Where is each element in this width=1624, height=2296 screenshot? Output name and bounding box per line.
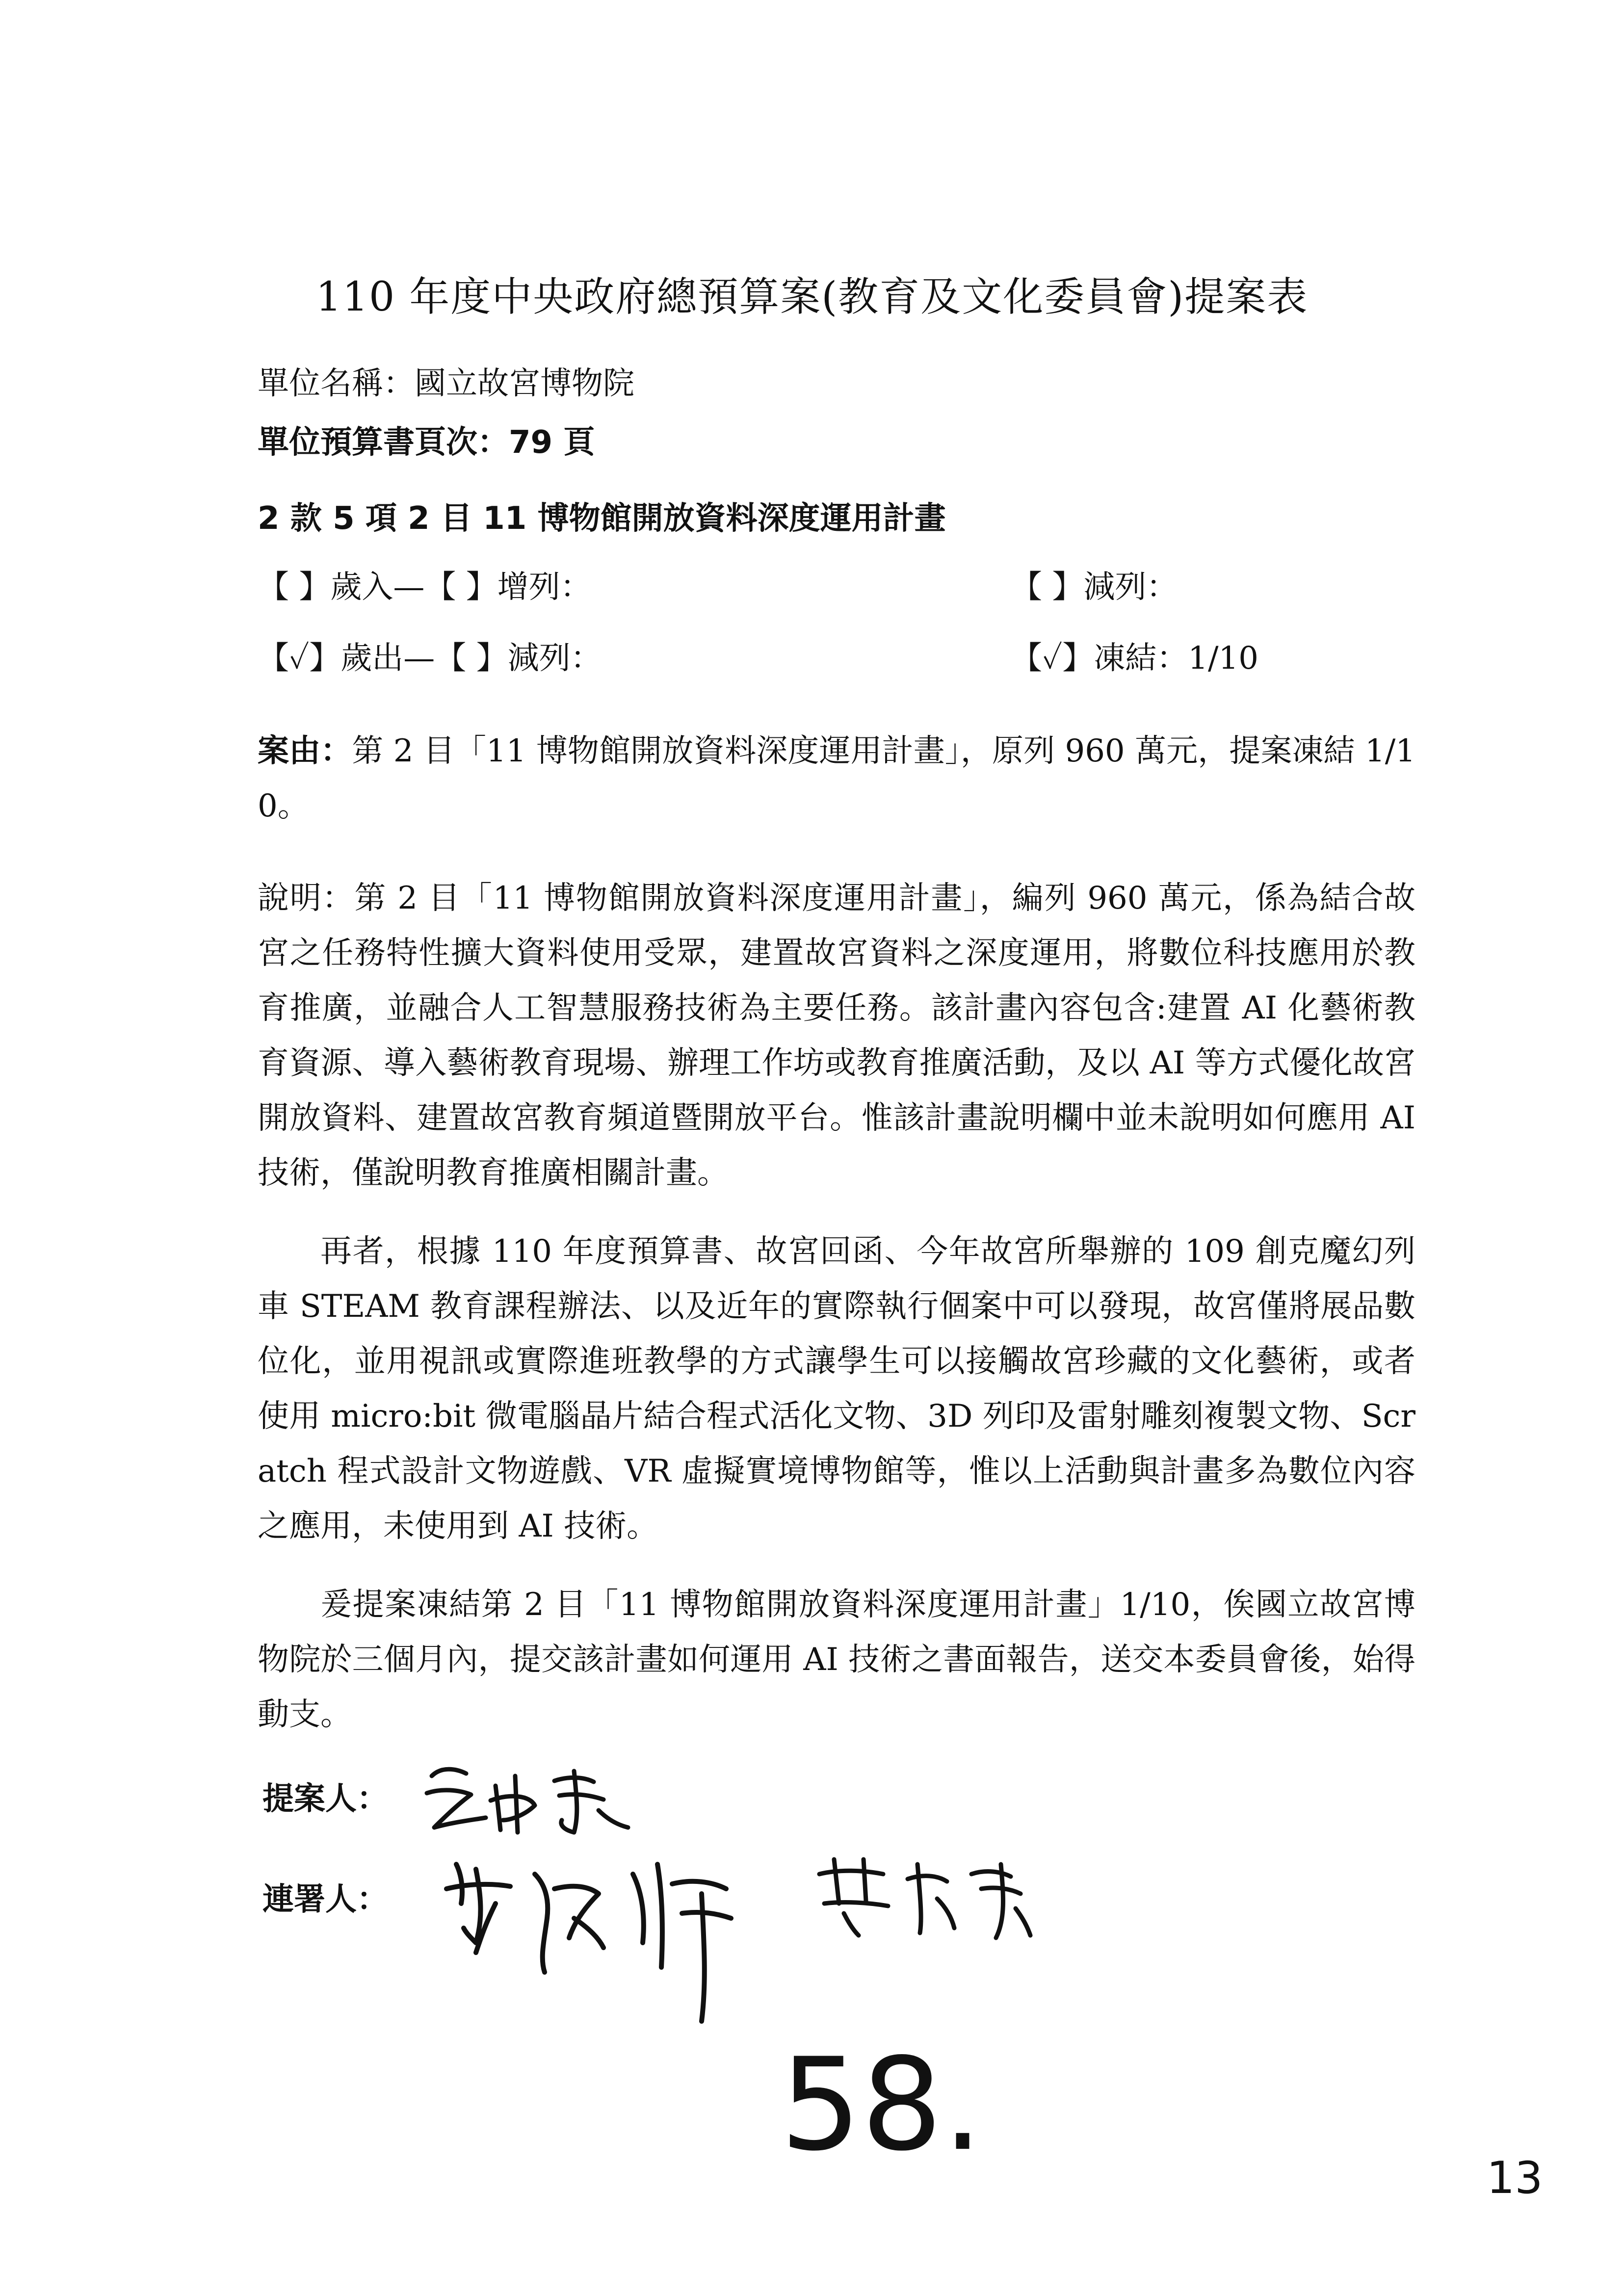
budget-item: 2 款 5 項 2 目 11 博物館開放資料深度運用計畫 — [258, 500, 946, 537]
corner-page-mark — [1487, 2149, 1545, 2203]
proposer-label: 提案人： — [262, 1781, 388, 1817]
decrease-option: 【 】減列： — [1011, 569, 1178, 605]
explanation-paragraph-2: 再者，根據 110 年度預算書、故宮回函、今年故宮所舉辦的 109 創克魔幻列車 STEAM 教育課程辦法、以及近年的實際執行個案中可以發現，故宮僅將展品數位化，並用視訊或實際進班教學的方式讓學生可以接觸故宮珍藏的文化藝術，或者使用 micro:bit 微電腦晶片結合程式活化文物、3D 列印及雷射雕刻複製文物、Scratch 程式設計文物遊戲、VR 虛擬實境博物館等，惟以上活動與計畫多為數位內容之應用，未使用到 AI 技術。 — [258, 1233, 1415, 1544]
unit-name: 單位名稱：國立故宮博物院 — [258, 365, 634, 402]
expenditure-decrease-option: 【✓】歲出—【 】減列： — [258, 640, 602, 677]
freeze-option: 【✓】凍結：1/10 — [1011, 640, 1258, 677]
reason-text: 第 2 目「11 博物館開放資料深度運用計畫」，原列 960 萬元，提案凍結 1/10。 — [258, 733, 1415, 824]
explanation-paragraph-1 — [258, 871, 1415, 1200]
reason-label: 案由： — [258, 733, 352, 769]
budget-page: 單位預算書頁次：79 頁 — [258, 424, 595, 461]
explanation-paragraph-3: 爰提案凍結第 2 目「11 博物館開放資料深度運用計畫」1/10，俟國立故宮博物院於三個月內，提交該計畫如何運用 AI 技術之書面報告，送交本委員會後，始得動支。 — [258, 1587, 1415, 1733]
cosigner-label: 連署人： — [262, 1881, 388, 1918]
handwritten-number-text: 58. — [780, 2036, 983, 2164]
cosigner-signature-2 — [805, 1845, 1040, 1943]
page-mark-text: 13 — [1487, 2152, 1543, 2203]
cosigner-signature-1 — [427, 1845, 751, 2051]
explanation-text-1: 第 2 目「11 博物館開放資料深度運用計畫」，編列 960 萬元，係為結合故宮之任務特性擴大資料使用受眾，建置故宮資料之深度運用，將數位科技應用於教育推廣，並融合人工智慧服務技術為主要任務。該計畫內容包含:建置 AI 化藝術教育資源、導入藝術教育現場、辦理工作坊或教育推廣活動，及以 AI 等方式優化故宮開放資料、建置故宮教育頻道暨開放平台。惟該計畫說明欄中並未說明如何應用 AI 技術，僅說明教育推廣相關計畫。 — [258, 880, 1415, 1191]
explanation-label: 說明： — [258, 880, 355, 916]
reason-paragraph — [258, 724, 1415, 834]
revenue-increase-option: 【 】歲入—【 】增列： — [258, 569, 592, 605]
document-title: 110 年度中央政府總預算案(教育及文化委員會)提案表 — [315, 274, 1309, 320]
proposer-signature — [412, 1747, 648, 1840]
handwritten-page-number — [780, 2036, 996, 2164]
